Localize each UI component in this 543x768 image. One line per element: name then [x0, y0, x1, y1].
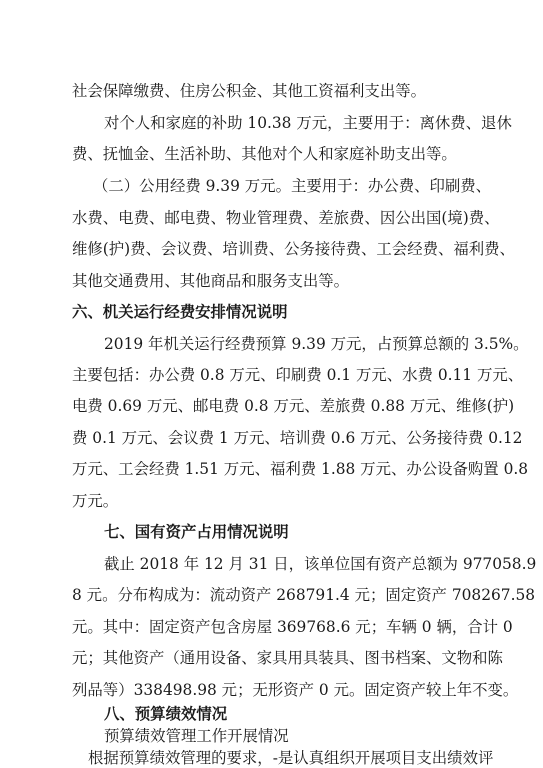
body-text-line: 元；其他资产（通用设备、家具用具装具、图书档案、文物和陈	[72, 649, 503, 667]
body-text-line: 维修(护)费、会议费、培训费、公务接待费、工会经费、福利费、	[72, 240, 515, 258]
body-text-line: 水费、电费、邮电费、物业管理费、差旅费、因公出国(境)费、	[72, 209, 500, 227]
body-text-line: 主要包括：办公费 0.8 万元、印刷费 0.1 万元、水费 0.11 万元、	[72, 366, 524, 384]
body-text-line: 8 元。分布构成为：流动资产 268791.4 元；固定资产 708267.58	[72, 586, 536, 604]
body-text-line: 社会保障缴费、住房公积金、其他工资福利支出等。	[72, 82, 426, 100]
body-text-line: 元。其中：固定资产包含房屋 369768.6 元；车辆 0 辆，合计 0	[72, 618, 513, 636]
body-text-line: 对个人和家庭的补助 10.38 万元，主要用于：离休费、退休	[104, 114, 512, 132]
body-text-line: 万元。	[72, 492, 119, 510]
body-text-line: 电费 0.69 万元、邮电费 0.8 万元、差旅费 0.88 万元、维修(护)	[72, 397, 515, 415]
body-text-line: 万元、工会经费 1.51 万元、福利费 1.88 万元、办公设备购置 0.8	[72, 460, 529, 478]
body-text-line: 费 0.1 万元、会议费 1 万元、培训费 0.6 万元、公务接待费 0.12	[72, 429, 523, 447]
subsection-heading: 预算绩效管理工作开展情况	[104, 727, 289, 745]
section-heading-8: 八、预算绩效情况	[104, 705, 228, 723]
body-text-line: 其他交通费用、其他商品和服务支出等。	[72, 272, 350, 290]
body-text-line: 费、抚恤金、生活补助、其他对个人和家庭补助支出等。	[72, 145, 457, 163]
body-text-line: 列品等）338498.98 元；无形资产 0 元。固定资产较上年不变。	[72, 681, 519, 699]
body-text-line: 根据预算绩效管理的要求，-是认真组织开展项目支出绩效评	[88, 749, 494, 767]
section-heading-7: 七、国有资产占用情况说明	[104, 523, 289, 541]
body-text-line: 2019 年机关运行经费预算 9.39 万元，占预算总额的 3.5%。	[104, 335, 529, 353]
section-heading-6: 六、机关运行经费安排情况说明	[72, 303, 288, 321]
body-text-line: （二）公用经费 9.39 万元。主要用于：办公费、印刷费、	[93, 177, 492, 195]
body-text-line: 截止 2018 年 12 月 31 日，该单位国有资产总额为 977058.9	[104, 555, 537, 573]
